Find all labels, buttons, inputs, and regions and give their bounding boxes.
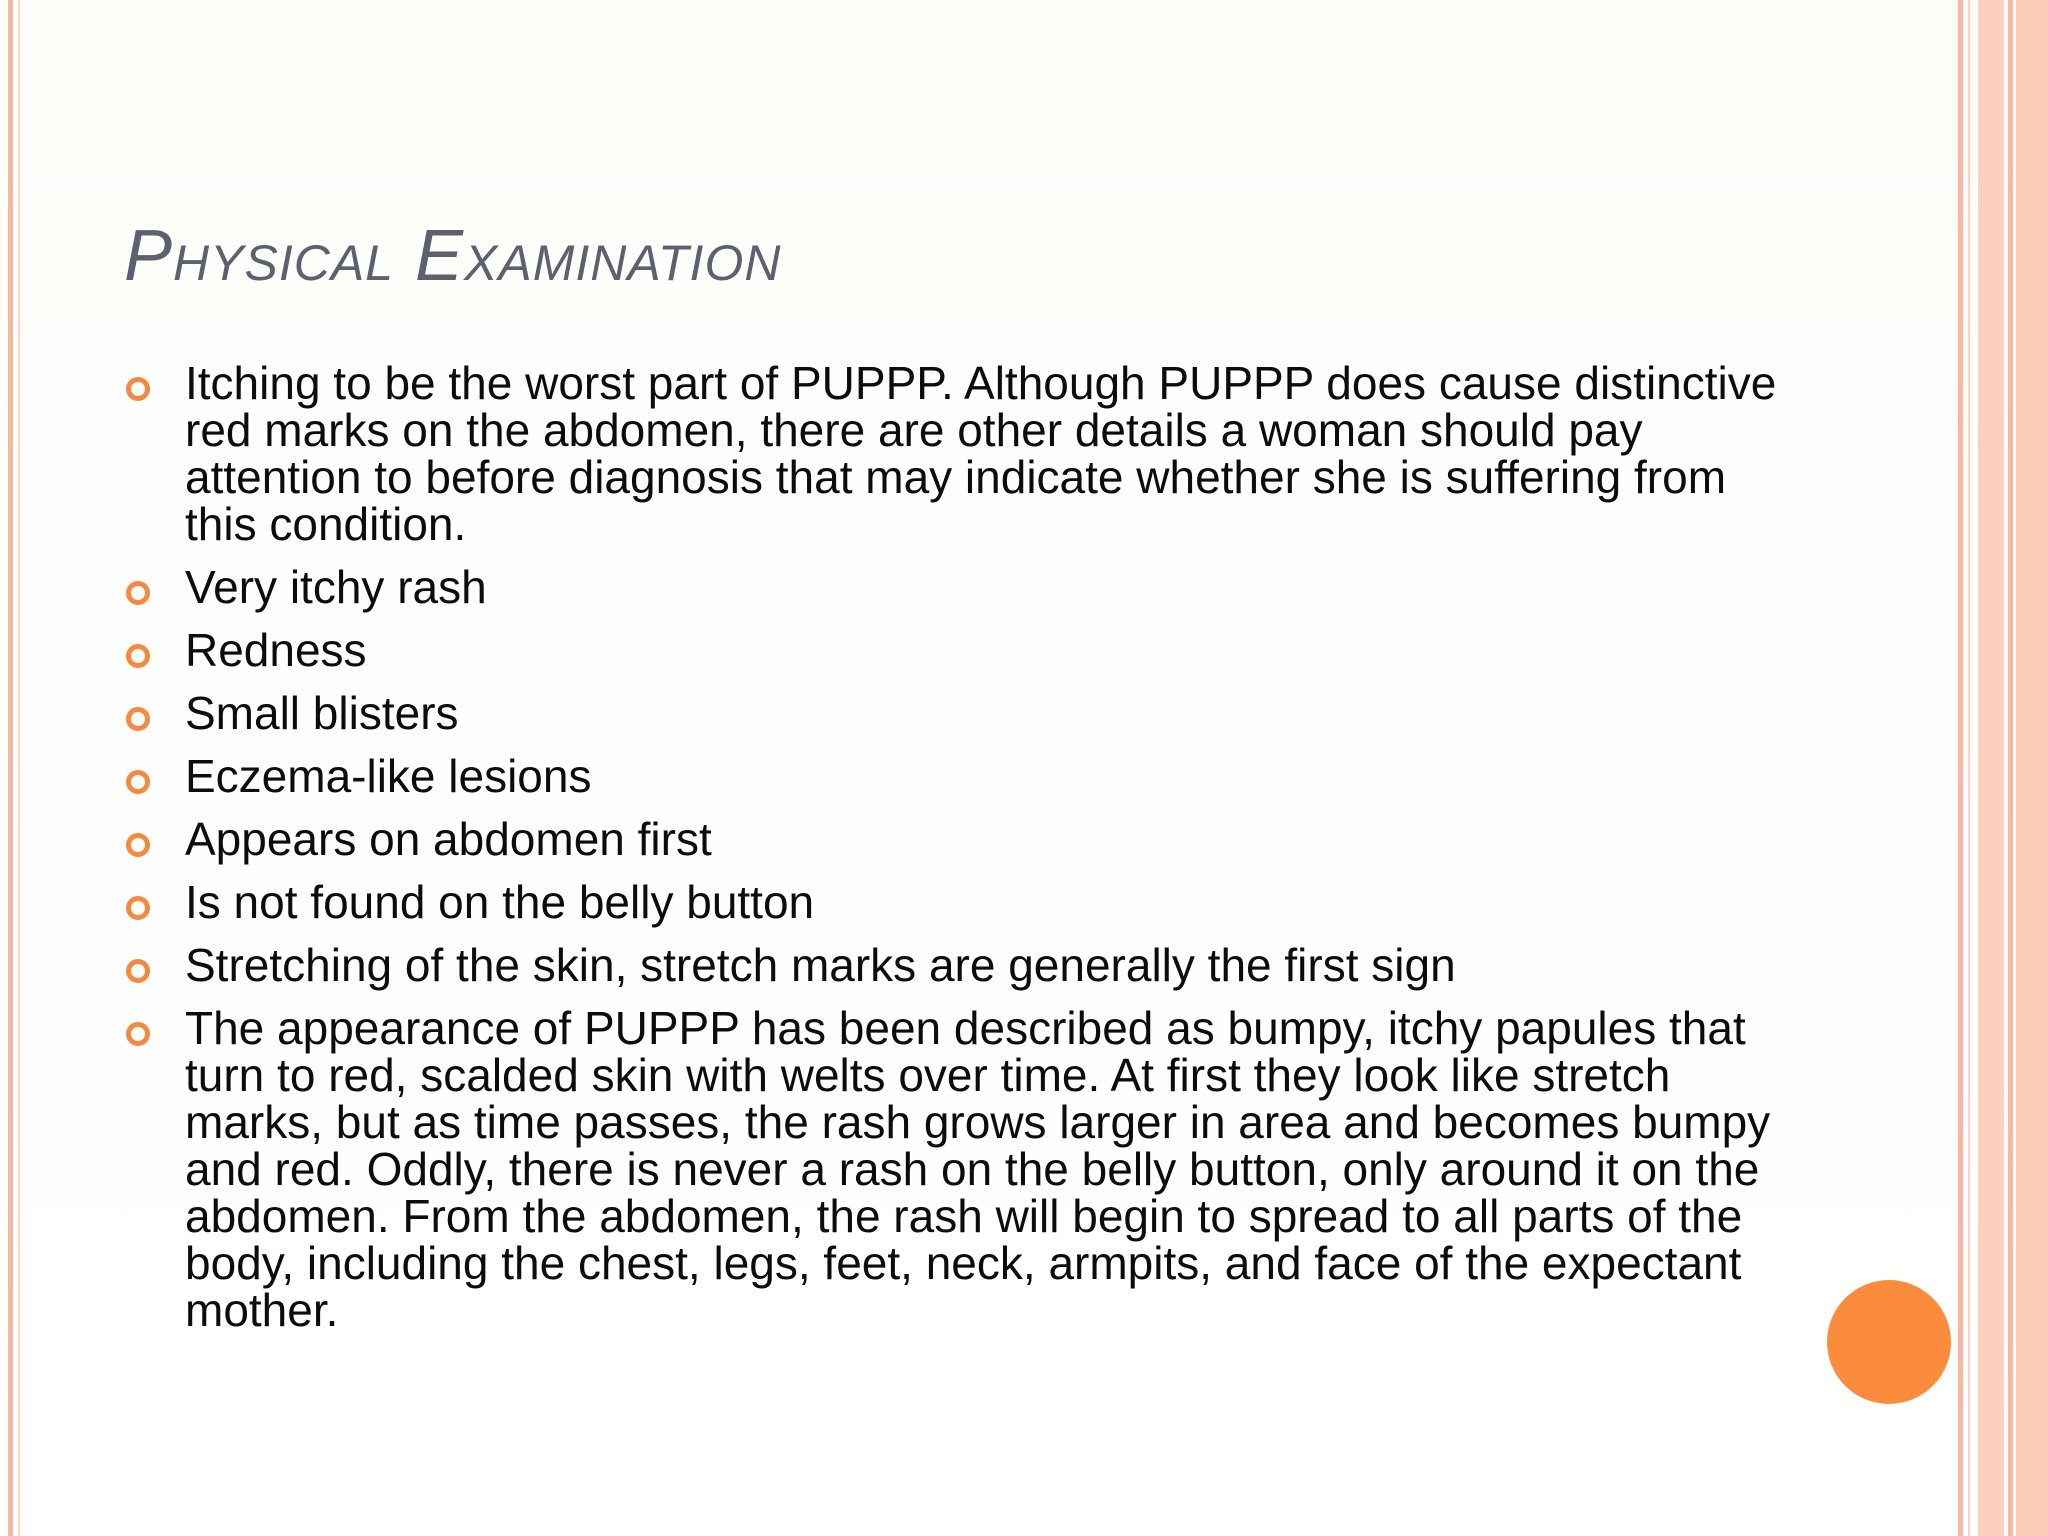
bullet-ring-icon: [126, 833, 150, 857]
list-item-text: Eczema-like lesions: [185, 750, 592, 802]
list-item: [124, 561, 1784, 613]
list-item: [124, 1002, 1784, 1336]
slide-title: Physical Examination: [124, 216, 782, 296]
bullet-ring-icon: [126, 644, 150, 668]
list-item-text: Redness: [185, 624, 367, 676]
list-item-text: Stretching of the skin, stretch marks are generally the first sign: [185, 939, 1456, 991]
orange-circle-decoration: [1827, 1280, 1951, 1404]
list-item: [124, 624, 1784, 676]
list-item-text: Very itchy rash: [185, 561, 487, 613]
list-item: [124, 939, 1784, 991]
bullet-ring-icon: [126, 959, 150, 983]
list-item-text: Small blisters: [185, 687, 459, 739]
list-item-text: Is not found on the belly button: [185, 876, 815, 928]
bullet-ring-icon: [126, 896, 150, 920]
bullet-ring-icon: [126, 377, 150, 401]
bullet-list: [124, 357, 1784, 1350]
list-item-text: Itching to be the worst part of PUPPP. Although PUPPP does cause distinctive red marks on the abdomen, there are other details a woman should pay attention to before diagnosis that may indicate whether she is suffering from this condition.: [185, 357, 1777, 550]
list-item: [124, 813, 1784, 865]
list-item-text: The appearance of PUPPP has been described as bumpy, itchy papules that turn to red, scalded skin with welts over time. At first they look like stretch marks, but as time passes, the rash grows larger in area and becomes bumpy and red. Oddly, there is never a rash on the belly button, only around it on the abdomen. From the abdomen, the rash will begin to spread to all parts of the body, including the chest, legs, feet, neck, armpits, and face of the expectant mother.: [185, 1002, 1771, 1336]
list-item: [124, 750, 1784, 802]
list-item-text: Appears on abdomen first: [185, 813, 712, 865]
left-border-decoration: [8, 0, 13, 1536]
right-stripes-decoration: [1958, 0, 2048, 1536]
list-item: [124, 687, 1784, 739]
bullet-ring-icon: [126, 770, 150, 794]
bullet-ring-icon: [126, 581, 150, 605]
list-item: [124, 357, 1784, 550]
bullet-ring-icon: [126, 707, 150, 731]
left-border-decoration-inner: [18, 0, 20, 1536]
list-item: [124, 876, 1784, 928]
bullet-ring-icon: [126, 1022, 150, 1046]
